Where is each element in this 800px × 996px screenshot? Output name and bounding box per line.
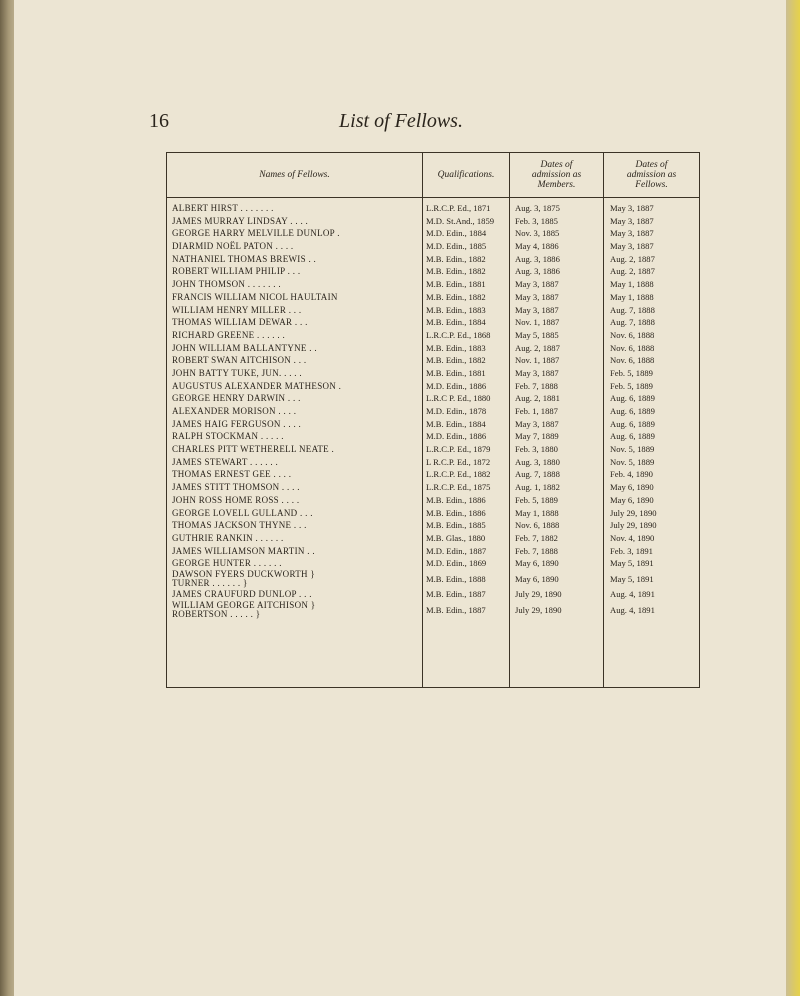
qualification: L.R.C.P. Ed., 1868 — [426, 329, 491, 340]
fellow-name: DAWSON FYERS DUCKWORTH } TURNER . . . . . . } — [172, 569, 316, 588]
table-row — [167, 601, 699, 619]
fellow-admission-date: Nov. 6, 1888 — [610, 342, 655, 353]
member-admission-date: Feb. 3, 1885 — [515, 215, 558, 226]
member-admission-date: May 1, 1888 — [515, 507, 559, 518]
fellow-admission-date: May 3, 1887 — [610, 215, 654, 226]
member-admission-date: Nov. 3, 1885 — [515, 228, 560, 239]
book-page — [14, 0, 788, 996]
fellow-name: ALEXANDER MORISON . . . . — [172, 406, 297, 416]
member-admission-date: Feb. 7, 1888 — [515, 545, 558, 556]
qualification: M.D. Edin., 1886 — [426, 380, 487, 391]
qualification: M.B. Edin., 1888 — [426, 573, 486, 584]
table-row — [167, 215, 699, 228]
column-header-names: Names of Fellows. — [259, 170, 330, 180]
fellow-admission-date: Feb. 4, 1890 — [610, 469, 653, 480]
fellow-admission-date: May 6, 1890 — [610, 494, 654, 505]
running-title: List of Fellows. — [339, 110, 463, 132]
fellow-name: RICHARD GREENE . . . . . . — [172, 329, 286, 340]
fellow-name: GEORGE HUNTER . . . . . . — [172, 558, 282, 569]
fellow-name: JAMES CRAUFURD DUNLOP . . . — [172, 588, 312, 599]
member-admission-date: Feb. 7, 1888 — [515, 380, 558, 391]
fellow-admission-date: Aug. 4, 1891 — [610, 588, 655, 599]
fellow-admission-date: May 5, 1891 — [610, 558, 654, 569]
table-row — [167, 304, 699, 317]
table-row — [167, 202, 699, 215]
table-row — [167, 227, 699, 240]
table-row — [167, 329, 699, 342]
fellow-name: JAMES MURRAY LINDSAY . . . . — [172, 215, 309, 226]
fellow-name: JAMES STITT THOMSON . . . . — [172, 482, 300, 493]
fellow-admission-date: May 1, 1888 — [610, 291, 654, 302]
member-admission-date: Feb. 7, 1882 — [515, 532, 558, 543]
fellow-admission-date: Nov. 4, 1890 — [610, 532, 655, 543]
qualification: M.B. Edin., 1884 — [426, 317, 486, 328]
fellow-name: ALBERT HIRST . . . . . . . — [172, 203, 274, 213]
fellow-admission-date: Aug. 7, 1888 — [610, 317, 655, 328]
table-row — [167, 545, 699, 558]
member-admission-date: May 7, 1889 — [515, 431, 559, 442]
fellow-admission-date: Feb. 5, 1889 — [610, 380, 653, 391]
column-header-qualifications: Qualifications. — [437, 170, 495, 180]
fellow-name: JOHN BATTY TUKE, JUN. . . . . — [172, 367, 302, 378]
fellow-admission-date: Nov. 6, 1888 — [610, 355, 655, 366]
qualification: M.D. Edin., 1886 — [426, 431, 487, 442]
fellow-admission-date: May 3, 1887 — [610, 203, 654, 213]
table-row — [167, 494, 699, 507]
qualification: M.D. St.And., 1859 — [426, 215, 495, 226]
fellow-admission-date: May 6, 1890 — [610, 482, 654, 493]
fellow-name: JOHN THOMSON . . . . . . . — [172, 279, 281, 290]
qualification: M.B. Glas., 1880 — [426, 532, 486, 543]
fellow-admission-date: Feb. 5, 1889 — [610, 367, 653, 378]
fellow-name: AUGUSTUS ALEXANDER MATHESON . — [172, 380, 342, 391]
fellow-name: THOMAS WILLIAM DEWAR . . . — [172, 317, 308, 328]
qualification: M.B. Edin., 1882 — [426, 291, 486, 302]
fellow-name: NATHANIEL THOMAS BREWIS . . — [172, 253, 317, 264]
fellow-admission-date: May 5, 1891 — [610, 573, 654, 584]
member-admission-date: Aug. 2, 1887 — [515, 342, 560, 353]
qualification: M.B. Edin., 1883 — [426, 342, 486, 353]
fellow-admission-date: Aug. 7, 1888 — [610, 304, 655, 315]
table-row — [167, 570, 699, 588]
member-admission-date: Nov. 6, 1888 — [515, 520, 560, 531]
fellow-name: JOHN ROSS HOME ROSS . . . . — [172, 494, 300, 505]
member-admission-date: Aug. 7, 1888 — [515, 469, 560, 480]
book-binding-right — [786, 0, 800, 996]
table-row — [167, 532, 699, 545]
fellows-table — [166, 152, 700, 688]
qualification: L.R.C.P. Ed., 1879 — [426, 444, 491, 455]
fellow-name: CHARLES PITT WETHERELL NEATE . — [172, 444, 335, 455]
fellow-name: RALPH STOCKMAN . . . . . — [172, 431, 284, 442]
fellow-name: JOHN WILLIAM BALLANTYNE . . — [172, 342, 317, 353]
table-row — [167, 418, 699, 431]
fellow-name: ROBERT SWAN AITCHISON . . . — [172, 355, 307, 366]
member-admission-date: Nov. 1, 1887 — [515, 317, 560, 328]
fellow-admission-date: Nov. 6, 1888 — [610, 329, 655, 340]
qualification: M.B. Edin., 1885 — [426, 520, 486, 531]
fellow-name: GEORGE HARRY MELVILLE DUNLOP . — [172, 228, 340, 239]
qualification: M.B. Edin., 1887 — [426, 604, 486, 615]
fellow-name: THOMAS ERNEST GEE . . . . — [172, 469, 292, 480]
table-row — [167, 291, 699, 304]
qualification: M.B. Edin., 1886 — [426, 494, 486, 505]
fellow-admission-date: Aug. 6, 1889 — [610, 406, 655, 416]
table-row — [167, 430, 699, 443]
page-header — [14, 110, 788, 140]
fellow-admission-date: Aug. 2, 1887 — [610, 253, 655, 264]
fellow-admission-date: May 3, 1887 — [610, 241, 654, 252]
table-row — [167, 265, 699, 278]
table-row — [167, 380, 699, 393]
table-row — [167, 456, 699, 469]
member-admission-date: Feb. 5, 1889 — [515, 494, 558, 505]
fellow-name: THOMAS JACKSON THYNE . . . — [172, 520, 307, 531]
member-admission-date: Aug. 3, 1880 — [515, 456, 560, 467]
header-rule — [167, 197, 699, 198]
member-admission-date: May 3, 1887 — [515, 418, 559, 429]
member-admission-date: July 29, 1890 — [515, 604, 562, 615]
qualification: M.D. Edin., 1869 — [426, 558, 487, 569]
table-row — [167, 316, 699, 329]
table-row — [167, 557, 699, 570]
table-row — [167, 354, 699, 367]
table-body — [167, 202, 699, 619]
qualification: M.B. Edin., 1882 — [426, 253, 486, 264]
qualification: M.B. Edin., 1881 — [426, 367, 486, 378]
fellow-name: WILLIAM GEORGE AITCHISON } ROBERTSON . . . . . } — [172, 600, 316, 619]
member-admission-date: May 3, 1887 — [515, 291, 559, 302]
qualification: M.D. Edin., 1878 — [426, 406, 487, 416]
table-row — [167, 588, 699, 601]
table-row — [167, 443, 699, 456]
fellow-admission-date: Aug. 4, 1891 — [610, 604, 655, 615]
qualification: M.B. Edin., 1887 — [426, 588, 486, 599]
table-row — [167, 519, 699, 532]
member-admission-date: July 29, 1890 — [515, 588, 562, 599]
table-row — [167, 240, 699, 253]
fellow-admission-date: Aug. 2, 1887 — [610, 266, 655, 277]
table-row — [167, 507, 699, 520]
table-row — [167, 278, 699, 291]
table-row — [167, 367, 699, 380]
fellow-admission-date: Aug. 6, 1889 — [610, 418, 655, 429]
fellow-name: ROBERT WILLIAM PHILIP . . . — [172, 266, 301, 277]
column-header-member-dates: Dates of admission as Members. — [531, 160, 582, 190]
table-row — [167, 342, 699, 355]
qualification: L.R.C.P. Ed., 1882 — [426, 469, 491, 480]
fellow-admission-date: Feb. 3, 1891 — [610, 545, 653, 556]
fellow-name: WILLIAM HENRY MILLER . . . — [172, 304, 302, 315]
member-admission-date: Aug. 2, 1881 — [515, 393, 560, 404]
qualification: M.B. Edin., 1883 — [426, 304, 486, 315]
member-admission-date: Feb. 3, 1880 — [515, 444, 558, 455]
member-admission-date: Feb. 1, 1887 — [515, 406, 558, 416]
fellow-admission-date: Nov. 5, 1889 — [610, 456, 655, 467]
fellow-name: DIARMID NOËL PATON . . . . — [172, 241, 294, 252]
fellow-name: GUTHRIE RANKIN . . . . . . — [172, 532, 284, 543]
member-admission-date: Aug. 3, 1886 — [515, 253, 560, 264]
member-admission-date: Aug. 3, 1875 — [515, 203, 560, 213]
qualification: L.R.C P. Ed., 1880 — [426, 393, 491, 404]
table-row — [167, 468, 699, 481]
member-admission-date: May 3, 1887 — [515, 304, 559, 315]
qualification: M.D. Edin., 1884 — [426, 228, 487, 239]
table-row — [167, 405, 699, 418]
table-row — [167, 481, 699, 494]
fellow-name: FRANCIS WILLIAM NICOL HAULTAIN — [172, 291, 338, 302]
page-number: 16 — [149, 110, 169, 132]
qualification: L.R.C.P. Ed., 1875 — [426, 482, 491, 493]
qualification: M.B. Edin., 1882 — [426, 266, 486, 277]
fellow-name: JAMES HAIG FERGUSON . . . . — [172, 418, 302, 429]
member-admission-date: May 6, 1890 — [515, 558, 559, 569]
member-admission-date: Nov. 1, 1887 — [515, 355, 560, 366]
member-admission-date: May 3, 1887 — [515, 367, 559, 378]
member-admission-date: Aug. 3, 1886 — [515, 266, 560, 277]
qualification: L R.C.P. Ed., 1872 — [426, 456, 491, 467]
qualification: M.B. Edin., 1884 — [426, 418, 486, 429]
fellow-admission-date: July 29, 1890 — [610, 507, 657, 518]
qualification: M.B. Edin., 1882 — [426, 355, 486, 366]
member-admission-date: May 3, 1887 — [515, 279, 559, 290]
column-header-fellow-dates: Dates of admission as Fellows. — [626, 160, 677, 190]
table-row — [167, 392, 699, 405]
fellow-admission-date: Nov. 5, 1889 — [610, 444, 655, 455]
member-admission-date: May 6, 1890 — [515, 573, 559, 584]
member-admission-date: May 4, 1886 — [515, 241, 559, 252]
fellow-name: JAMES WILLIAMSON MARTIN . . — [172, 545, 315, 556]
fellow-admission-date: May 3, 1887 — [610, 228, 654, 239]
fellow-name: GEORGE LOVELL GULLAND . . . — [172, 507, 313, 518]
fellow-name: JAMES STEWART . . . . . . — [172, 456, 279, 467]
fellow-name: GEORGE HENRY DARWIN . . . — [172, 393, 301, 404]
member-admission-date: May 5, 1885 — [515, 329, 559, 340]
table-row — [167, 253, 699, 266]
qualification: M.D. Edin., 1887 — [426, 545, 487, 556]
fellow-admission-date: Aug. 6, 1889 — [610, 393, 655, 404]
fellow-admission-date: May 1, 1888 — [610, 279, 654, 290]
qualification: M.B. Edin., 1881 — [426, 279, 486, 290]
fellow-admission-date: Aug. 6, 1889 — [610, 431, 655, 442]
qualification: M.D. Edin., 1885 — [426, 241, 487, 252]
member-admission-date: Aug. 1, 1882 — [515, 482, 560, 493]
fellow-admission-date: July 29, 1890 — [610, 520, 657, 531]
qualification: M.B. Edin., 1886 — [426, 507, 486, 518]
qualification: L.R.C.P. Ed., 1871 — [426, 203, 491, 213]
